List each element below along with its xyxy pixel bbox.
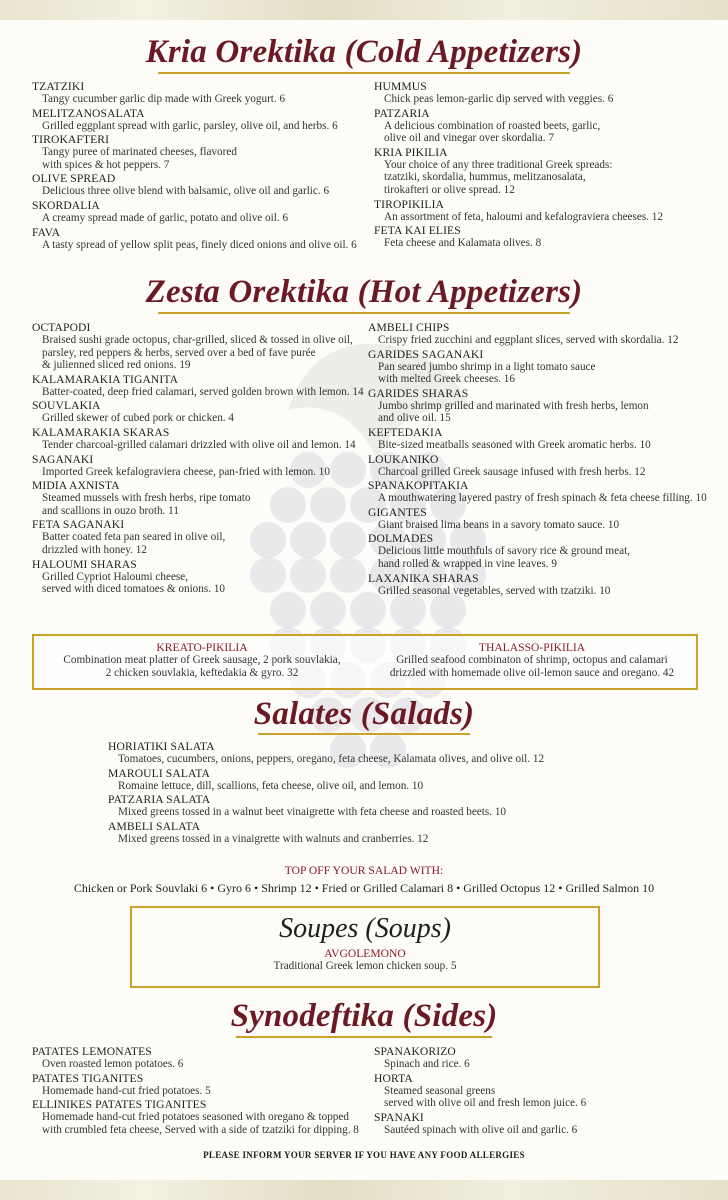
menu-item — [108, 740, 628, 766]
menu-item-name: PATZARIA SALATA — [108, 793, 211, 807]
menu-item-name: FETA SAGANAKI — [32, 518, 125, 532]
platter-desc: drizzled with homemade olive oil-lemon sauce and oregano. 42 — [389, 666, 675, 679]
hot-appetizers-heading: Zesta Orektika (Hot Appetizers) — [145, 274, 583, 310]
menu-item-name: SPANAKORIZO — [374, 1045, 456, 1058]
soups-box — [130, 906, 600, 988]
allergy-notice: PLEASE INFORM YOUR SERVER IF YOU HAVE ANY FOOD ALLERGIES — [203, 1150, 525, 1160]
menu-item-description: Chick peas lemon-garlic dip served with veggies. 6 — [384, 93, 614, 105]
menu-item-description: Homemade hand-cut fried potatoes seasoned with oregano & topped — [42, 1111, 349, 1124]
menu-item-description: Tomatoes, cucumbers, onions, peppers, oregano, feta cheese, Kalamata olives, and olive oil. 12 — [118, 753, 545, 765]
menu-item-description: and scallions in ouzo broth. 11 — [42, 504, 179, 517]
menu-item-name: HALOUMI SHARAS — [32, 557, 137, 571]
soup-name: AVGOLEMONO — [324, 947, 406, 960]
sides-heading: Synodeftika (Sides) — [230, 998, 498, 1034]
menu-item-name: GARIDES SHARAS — [368, 386, 469, 400]
menu-item-name: GIGANTES — [368, 505, 427, 519]
menu-item-description: Feta cheese and Kalamata olives. 8 — [384, 237, 542, 250]
decorative-bottom-band — [0, 1180, 728, 1200]
menu-item-description: served with diced tomatoes & onions. 10 — [42, 583, 226, 596]
menu-item — [32, 80, 377, 106]
menu-item-description: A delicious combination of roasted beets, garlic, — [384, 119, 601, 132]
menu-item-description: An assortment of feta, haloumi and kefalograviera cheeses. 12 — [384, 210, 663, 223]
menu-item-description: Batter-coated, deep fried calamari, served golden brown with lemon. 14 — [42, 385, 364, 398]
menu-item-description: A tasty spread of yellow split peas, finely diced onions and olive oil. 6 — [42, 238, 357, 251]
menu-item-name: KRIA PIKILIA — [374, 145, 448, 159]
menu-item — [368, 479, 720, 505]
menu-item-description: Delicious three olive blend with balsamic, olive oil and garlic. 6 — [42, 185, 330, 198]
menu-item — [32, 1098, 377, 1136]
menu-item — [32, 518, 377, 556]
menu-item-name: OLIVE SPREAD — [32, 172, 116, 186]
menu-item — [32, 1072, 377, 1098]
menu-item-description: Homemade hand-cut fried potatoes. 5 — [42, 1084, 211, 1097]
menu-item — [368, 348, 720, 386]
platters-box — [32, 634, 698, 690]
menu-item-name: LOUKANIKO — [368, 452, 439, 466]
menu-item — [374, 198, 719, 224]
menu-item-description: with crumbled feta cheese, Served with a side of tzatziki for dipping. 8 — [42, 1123, 359, 1136]
menu-item — [32, 1045, 377, 1071]
menu-item-description: Spinach and rice. 6 — [384, 1058, 470, 1070]
menu-item — [368, 387, 720, 425]
menu-item-description: Bite-sized meatballs seasoned with Greek aromatic herbs. 10 — [378, 438, 651, 451]
hot-heading-underline — [158, 312, 570, 314]
menu-item-description: Romaine lettuce, dill, scallions, feta cheese, olive oil, and lemon. 10 — [118, 779, 424, 792]
menu-item-name: FAVA — [32, 225, 61, 239]
menu-item-name: SPANAKOPITAKIA — [368, 479, 469, 493]
menu-item — [32, 226, 377, 252]
menu-item — [32, 558, 377, 596]
menu-item-name: SAGANAKI — [32, 452, 94, 466]
menu-item-name: GARIDES SAGANAKI — [368, 347, 484, 361]
cold-right-column — [374, 80, 719, 251]
menu-item-name: HUMMUS — [374, 80, 427, 93]
menu-item — [108, 793, 628, 819]
menu-item-name: FETA KAI ELIES — [374, 224, 461, 238]
menu-item-description: served with olive oil and fresh lemon juice. 6 — [384, 1097, 587, 1110]
menu-item — [108, 767, 628, 793]
menu-item-description: hand rolled & wrapped in vine leaves. 9 — [378, 557, 557, 570]
sides-right-column — [374, 1045, 719, 1137]
platter-desc: 2 chicken souvlakia, keftedakia & gyro. 32 — [105, 666, 299, 679]
menu-item — [374, 107, 719, 145]
platter-name: KREATO-PIKILIA — [156, 641, 248, 654]
menu-item-name: AMBELI SALATA — [108, 819, 201, 833]
menu-item-description: Steamed mussels with fresh herbs, ripe tomato — [42, 492, 251, 505]
menu-item-description: Grilled Cypriot Haloumi cheese, — [42, 570, 189, 583]
menu-item-description: parsley, red peppers & herbs, served over a bed of fave purée — [42, 346, 316, 359]
platter-kreato — [42, 641, 362, 679]
menu-item — [368, 453, 720, 479]
menu-item-name: KEFTEDAKIA — [368, 425, 443, 439]
menu-item — [32, 426, 377, 452]
menu-item-name: MAROULI SALATA — [108, 766, 210, 780]
menu-item — [368, 572, 720, 598]
menu-item — [32, 373, 377, 399]
menu-item — [108, 820, 628, 846]
menu-item-name: HORIATIKI SALATA — [108, 740, 215, 753]
menu-item-description: Grilled seasonal vegetables, served with tzatziki. 10 — [378, 584, 611, 597]
menu-item-description: Your choice of any three traditional Greek spreads: — [384, 158, 613, 171]
sides-heading-underline — [236, 1036, 492, 1038]
menu-item-name: TIROKAFTERI — [32, 133, 110, 147]
menu-item-description: Delicious little mouthfuls of savory rice & ground meat, — [378, 545, 630, 558]
menu-item-description: Pan seared jumbo shrimp in a light tomato sauce — [378, 360, 596, 373]
menu-item-name: LAXANIKA SHARAS — [368, 571, 479, 585]
salads-column — [108, 740, 628, 846]
menu-item-name: AMBELI CHIPS — [368, 321, 450, 334]
menu-item-description: Imported Greek kefalograviera cheese, pan-fried with lemon. 10 — [42, 465, 330, 478]
menu-item — [32, 199, 377, 225]
menu-item — [32, 321, 377, 372]
menu-item-description: olive oil and vinegar over skordalia. 7 — [384, 132, 554, 145]
menu-item-description: Jumbo shrimp grilled and marinated with fresh herbs, lemon — [378, 399, 649, 412]
menu-item-description: & julienned sliced red onions. 19 — [42, 359, 191, 372]
salads-heading: Salates (Salads) — [253, 696, 475, 732]
menu-item-name: PATZARIA — [374, 106, 430, 120]
menu-item-name: HORTA — [374, 1071, 413, 1085]
menu-item — [32, 133, 377, 171]
menu-item — [374, 224, 719, 250]
soups-heading: Soupes (Soups) — [279, 913, 451, 944]
menu-item-description: with melted Greek cheeses. 16 — [378, 373, 515, 386]
menu-item — [32, 399, 377, 425]
platter-thalasso — [372, 641, 692, 679]
menu-item-name: ELLINIKES PATATES TIGANITES — [32, 1098, 207, 1112]
hot-right-column — [368, 321, 720, 598]
menu-item-description: with spices & hot peppers. 7 — [42, 158, 170, 171]
top-off-title: TOP OFF YOUR SALAD WITH: — [284, 864, 444, 877]
menu-item-description: Tangy cucumber garlic dip made with Greek yogurt. 6 — [42, 93, 286, 105]
menu-item — [32, 453, 377, 479]
menu-item-description: Mixed greens tossed in a vinaigrette with walnuts and cranberries. 12 — [118, 832, 429, 845]
menu-item-description: A creamy spread made of garlic, potato and olive oil. 6 — [42, 211, 289, 224]
menu-item-name: TZATZIKI — [32, 80, 85, 93]
menu-item-description: Steamed seasonal greens — [384, 1084, 496, 1097]
salads-heading-underline — [258, 733, 470, 735]
cold-heading-underline — [158, 72, 570, 74]
menu-item-description: and olive oil. 15 — [378, 412, 451, 425]
menu-item-name: SKORDALIA — [32, 198, 100, 212]
platter-name: THALASSO-PIKILIA — [478, 641, 586, 654]
cold-left-column — [32, 80, 377, 252]
decorative-top-band — [0, 0, 728, 20]
menu-item-name: MELITZANOSALATA — [32, 106, 145, 120]
menu-item-description: Batter coated feta pan seared in olive oil, — [42, 531, 226, 544]
menu-item-name: OCTAPODI — [32, 321, 91, 334]
menu-item-description: Crispy fried zucchini and eggplant slices, served with skordalia. 12 — [378, 334, 679, 346]
menu-item-description: Tangy puree of marinated cheeses, flavored — [42, 146, 237, 159]
menu-item — [368, 506, 720, 532]
menu-item — [374, 1045, 719, 1071]
menu-item-description: Charcoal grilled Greek sausage infused with fresh herbs. 12 — [378, 465, 646, 478]
menu-item-name: KALAMARAKIA SKARAS — [32, 425, 170, 439]
menu-item-name: SOUVLAKIA — [32, 399, 101, 413]
menu-item-description: Grilled skewer of cubed pork or chicken. 4 — [42, 412, 234, 425]
menu-item — [368, 426, 720, 452]
menu-item — [32, 107, 377, 133]
menu-item — [374, 1072, 719, 1110]
soup-desc: Traditional Greek lemon chicken soup. 5 — [273, 960, 457, 972]
menu-item — [368, 532, 720, 570]
menu-item-name: DOLMADES — [368, 532, 434, 546]
top-off-options: Chicken or Pork Souvlaki 6 • Gyro 6 • Shrimp 12 • Fried or Grilled Calamari 8 • Grilled Octopus 12 • Grilled Salmon 10 — [73, 881, 655, 895]
menu-item-description: tirokafteri or olive spread. 12 — [384, 183, 515, 196]
menu-item-description: Braised sushi grade octopus, char-grilled, sliced & tossed in olive oil, — [42, 334, 353, 346]
menu-item — [374, 80, 719, 106]
menu-item — [32, 479, 377, 517]
menu-item-description: tzatziki, skordalia, hummus, melitzanosalata, — [384, 171, 586, 184]
platter-desc: Grilled seafood combinaton of shrimp, octopus and calamari — [396, 654, 668, 666]
menu-item-description: drizzled with honey. 12 — [42, 543, 147, 556]
menu-item-description: A mouthwatering layered pastry of fresh spinach & feta cheese filling. 10 — [378, 492, 707, 505]
menu-item-name: PATATES LEMONATES — [32, 1045, 152, 1058]
menu-item-description: Mixed greens tossed in a walnut beet vinaigrette with feta cheese and roasted beets. 10 — [118, 806, 507, 819]
cold-appetizers-heading: Kria Orektika (Cold Appetizers) — [145, 34, 583, 70]
menu-item-description: Sautéed spinach with olive oil and garlic. 6 — [384, 1123, 578, 1136]
menu-item-name: TIROPIKILIA — [374, 197, 445, 211]
menu-item-description: Tender charcoal-grilled calamari drizzled with olive oil and lemon. 14 — [42, 438, 356, 451]
sides-left-column — [32, 1045, 377, 1137]
menu-item — [368, 321, 720, 347]
menu-item — [374, 146, 719, 197]
menu-item-description: Giant braised lima beans in a savory tomato sauce. 10 — [378, 518, 620, 531]
menu-item-name: SPANAKI — [374, 1110, 424, 1124]
menu-item-description: Oven roasted lemon potatoes. 6 — [42, 1058, 184, 1070]
menu-item-name: KALAMARAKIA TIGANITA — [32, 372, 179, 386]
menu-item-description: Grilled eggplant spread with garlic, parsley, olive oil, and herbs. 6 — [42, 119, 338, 132]
platter-desc: Combination meat platter of Greek sausage, 2 pork souvlakia, — [63, 654, 341, 666]
menu-item-name: MIDIA AXNISTA — [32, 479, 120, 493]
menu-item-name: PATATES TIGANITES — [32, 1071, 144, 1085]
hot-left-column — [32, 321, 377, 597]
menu-item — [374, 1111, 719, 1137]
menu-item — [32, 172, 377, 198]
